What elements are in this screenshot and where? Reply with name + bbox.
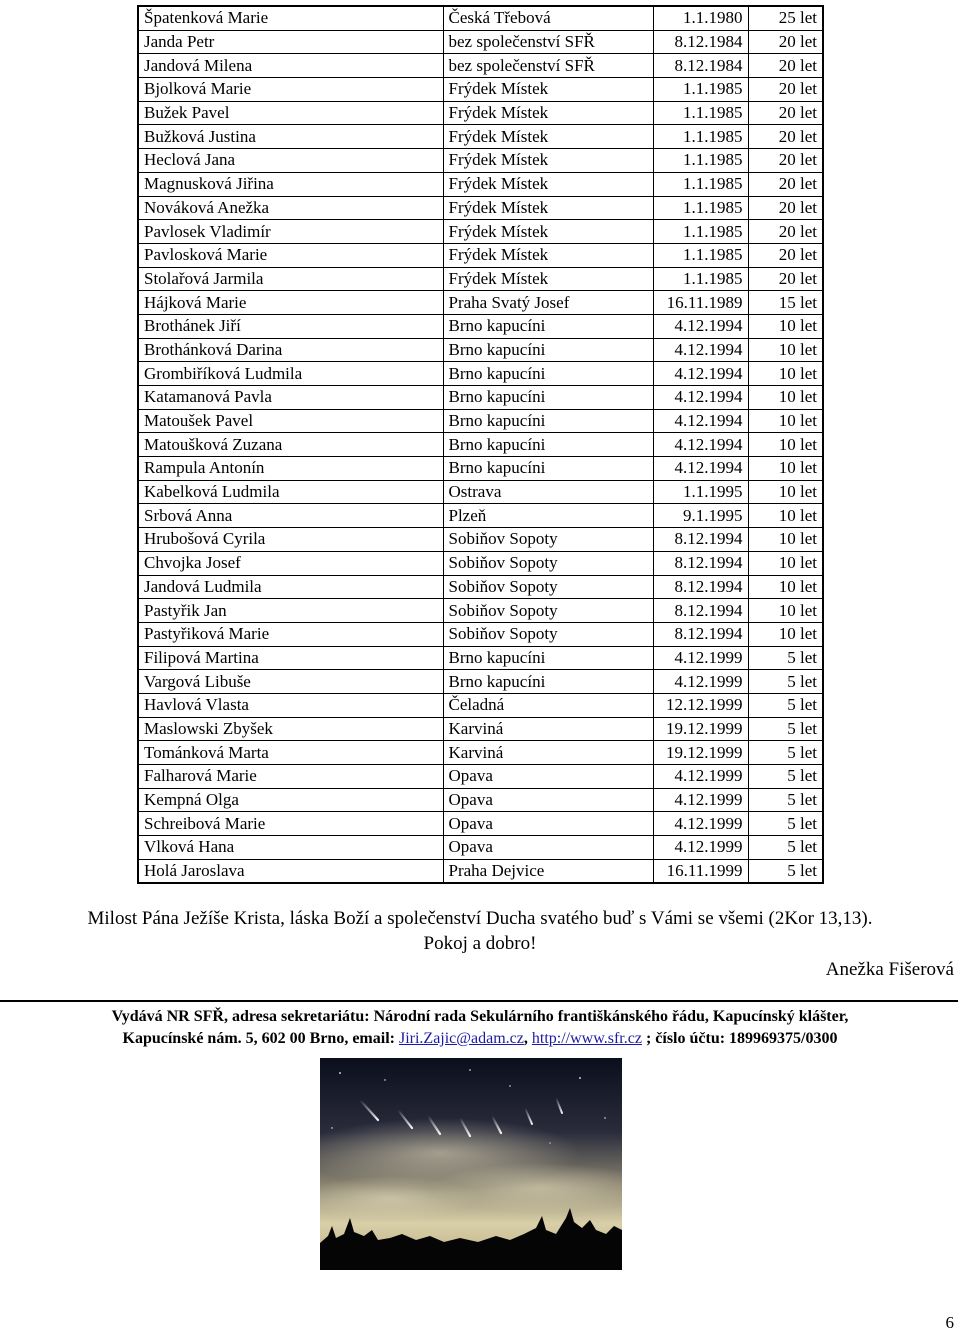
member-name: Havlová Vlasta: [138, 693, 443, 717]
member-community: Opava: [443, 836, 653, 860]
member-name: Matoušková Zuzana: [138, 433, 443, 457]
table-row: [138, 551, 823, 575]
years-of-profession: 10 let: [748, 314, 823, 338]
table-row: [138, 693, 823, 717]
table-row: [138, 149, 823, 173]
publisher-info: Vydává NR SFŘ, adresa sekretariátu: Národní rada Sekulárního františkánského řádu, Kapucínský klášter,: [111, 1008, 849, 1025]
bank-account-text: ; číslo účtu: 189969375/0300: [641, 1030, 838, 1047]
profession-date: 9.1.1995: [653, 504, 748, 528]
years-of-profession: 10 let: [748, 622, 823, 646]
profession-date: 16.11.1989: [653, 291, 748, 315]
member-community: Brno kapucíni: [443, 362, 653, 386]
table-row: [138, 267, 823, 291]
member-name: Holá Jaroslava: [138, 859, 443, 883]
night-sky-comet-photo: [320, 1058, 622, 1270]
years-of-profession: 20 let: [748, 54, 823, 78]
table-row: [138, 362, 823, 386]
member-community: Sobiňov Sopoty: [443, 599, 653, 623]
member-name: Matoušek Pavel: [138, 409, 443, 433]
table-row: [138, 409, 823, 433]
member-community: Brno kapucíni: [443, 386, 653, 410]
profession-date: 4.12.1994: [653, 386, 748, 410]
profession-date: 1.1.1985: [653, 196, 748, 220]
member-community: Sobiňov Sopoty: [443, 575, 653, 599]
member-name: Brothánek Jiří: [138, 314, 443, 338]
profession-date: 4.12.1999: [653, 812, 748, 836]
profession-date: 12.12.1999: [653, 693, 748, 717]
years-of-profession: 10 let: [748, 551, 823, 575]
table-row: [138, 243, 823, 267]
years-of-profession: 5 let: [748, 765, 823, 789]
member-community: Opava: [443, 812, 653, 836]
years-of-profession: 20 let: [748, 125, 823, 149]
profession-date: 1.1.1980: [653, 6, 748, 30]
member-name: Nováková Anežka: [138, 196, 443, 220]
profession-date: 8.12.1984: [653, 30, 748, 54]
member-name: Tománková Marta: [138, 741, 443, 765]
table-row: [138, 291, 823, 315]
member-community: Frýdek Místek: [443, 267, 653, 291]
table-row: [138, 54, 823, 78]
profession-date: 4.12.1994: [653, 457, 748, 481]
years-of-profession: 10 let: [748, 338, 823, 362]
member-name: Janda Petr: [138, 30, 443, 54]
member-community: Frýdek Místek: [443, 196, 653, 220]
signature: Anežka Fišerová: [825, 959, 954, 980]
member-name: Kempná Olga: [138, 788, 443, 812]
profession-date: 4.12.1999: [653, 836, 748, 860]
profession-date: 8.12.1994: [653, 599, 748, 623]
years-of-profession: 20 let: [748, 78, 823, 102]
profession-date: 4.12.1994: [653, 362, 748, 386]
table-row: [138, 172, 823, 196]
years-of-profession: 5 let: [748, 812, 823, 836]
profession-date: 1.1.1985: [653, 172, 748, 196]
years-of-profession: 20 let: [748, 101, 823, 125]
years-of-profession: 5 let: [748, 788, 823, 812]
profession-date: 8.12.1994: [653, 622, 748, 646]
member-community: Ostrava: [443, 480, 653, 504]
member-community: Frýdek Místek: [443, 101, 653, 125]
member-community: Frýdek Místek: [443, 172, 653, 196]
member-community: Frýdek Místek: [443, 243, 653, 267]
table-row: [138, 314, 823, 338]
years-of-profession: 5 let: [748, 670, 823, 694]
profession-date: 1.1.1985: [653, 78, 748, 102]
member-community: Brno kapucíni: [443, 670, 653, 694]
table-row: [138, 30, 823, 54]
member-name: Pastyřik Jan: [138, 599, 443, 623]
table-row: [138, 386, 823, 410]
member-community: Praha Svatý Josef: [443, 291, 653, 315]
member-community: Brno kapucíni: [443, 409, 653, 433]
member-name: Filipová Martina: [138, 646, 443, 670]
years-of-profession: 10 let: [748, 528, 823, 552]
profession-date: 16.11.1999: [653, 859, 748, 883]
member-community: Sobiňov Sopoty: [443, 622, 653, 646]
member-name: Rampula Antonín: [138, 457, 443, 481]
member-name: Vlková Hana: [138, 836, 443, 860]
member-community: bez společenství SFŘ: [443, 30, 653, 54]
years-of-profession: 10 let: [748, 599, 823, 623]
member-community: Sobiňov Sopoty: [443, 551, 653, 575]
years-of-profession: 10 let: [748, 433, 823, 457]
member-community: Frýdek Místek: [443, 220, 653, 244]
members-table: [137, 5, 824, 884]
years-of-profession: 20 let: [748, 149, 823, 173]
table-row: [138, 812, 823, 836]
years-of-profession: 5 let: [748, 717, 823, 741]
table-row: [138, 78, 823, 102]
years-of-profession: 10 let: [748, 575, 823, 599]
table-row: [138, 6, 823, 30]
member-name: Bjolková Marie: [138, 78, 443, 102]
profession-date: 8.12.1984: [653, 54, 748, 78]
years-of-profession: 10 let: [748, 480, 823, 504]
member-community: Opava: [443, 788, 653, 812]
table-row: [138, 717, 823, 741]
profession-date: 1.1.1985: [653, 267, 748, 291]
years-of-profession: 5 let: [748, 859, 823, 883]
member-name: Heclová Jana: [138, 149, 443, 173]
member-community: bez společenství SFŘ: [443, 54, 653, 78]
member-name: Jandová Milena: [138, 54, 443, 78]
member-name: Pavlosek Vladimír: [138, 220, 443, 244]
contact-info: [0, 1028, 960, 1050]
website-link[interactable]: http://www.sfr.cz: [531, 1030, 642, 1047]
footer-divider: [0, 1000, 958, 1002]
member-name: Brothánková Darina: [138, 338, 443, 362]
years-of-profession: 5 let: [748, 693, 823, 717]
member-name: Srbová Anna: [138, 504, 443, 528]
member-name: Hrubošová Cyrila: [138, 528, 443, 552]
member-name: Chvojka Josef: [138, 551, 443, 575]
member-community: Karviná: [443, 717, 653, 741]
table-row: [138, 646, 823, 670]
years-of-profession: 10 let: [748, 409, 823, 433]
member-name: Bužková Justina: [138, 125, 443, 149]
member-name: Bužek Pavel: [138, 101, 443, 125]
member-name: Schreibová Marie: [138, 812, 443, 836]
profession-date: 4.12.1999: [653, 646, 748, 670]
profession-date: 8.12.1994: [653, 575, 748, 599]
member-community: Česká Třebová: [443, 6, 653, 30]
profession-date: 1.1.1985: [653, 243, 748, 267]
link-separator: ,: [523, 1030, 532, 1047]
years-of-profession: 10 let: [748, 504, 823, 528]
member-name: Vargová Libuše: [138, 670, 443, 694]
member-name: Falharová Marie: [138, 765, 443, 789]
profession-date: 4.12.1994: [653, 338, 748, 362]
years-of-profession: 20 let: [748, 172, 823, 196]
address-text: Kapucínské nám. 5, 602 00 Brno, email:: [122, 1030, 399, 1047]
member-community: Brno kapucíni: [443, 457, 653, 481]
member-community: Frýdek Místek: [443, 78, 653, 102]
years-of-profession: 20 let: [748, 220, 823, 244]
member-name: Kabelková Ludmila: [138, 480, 443, 504]
years-of-profession: 20 let: [748, 267, 823, 291]
table-row: [138, 101, 823, 125]
years-of-profession: 10 let: [748, 362, 823, 386]
member-name: Magnusková Jiřina: [138, 172, 443, 196]
member-name: Maslowski Zbyšek: [138, 717, 443, 741]
profession-date: 4.12.1994: [653, 314, 748, 338]
member-community: Brno kapucíni: [443, 433, 653, 457]
years-of-profession: 20 let: [748, 30, 823, 54]
member-community: Brno kapucíni: [443, 646, 653, 670]
table-row: [138, 788, 823, 812]
member-community: Brno kapucíni: [443, 314, 653, 338]
table-row: [138, 859, 823, 883]
table-row: [138, 433, 823, 457]
member-name: Pastyřiková Marie: [138, 622, 443, 646]
profession-date: 8.12.1994: [653, 528, 748, 552]
years-of-profession: 5 let: [748, 741, 823, 765]
table-row: [138, 765, 823, 789]
table-row: [138, 575, 823, 599]
profession-date: 4.12.1999: [653, 765, 748, 789]
profession-date: 19.12.1999: [653, 741, 748, 765]
profession-date: 1.1.1985: [653, 125, 748, 149]
years-of-profession: 5 let: [748, 836, 823, 860]
member-community: Sobiňov Sopoty: [443, 528, 653, 552]
profession-date: 1.1.1995: [653, 480, 748, 504]
table-row: [138, 125, 823, 149]
table-row: [138, 504, 823, 528]
profession-date: 1.1.1985: [653, 101, 748, 125]
profession-date: 4.12.1999: [653, 670, 748, 694]
member-community: Frýdek Místek: [443, 149, 653, 173]
member-community: Čeladná: [443, 693, 653, 717]
members-table-body: [138, 6, 823, 883]
table-row: [138, 836, 823, 860]
table-row: [138, 528, 823, 552]
profession-date: 4.12.1994: [653, 433, 748, 457]
years-of-profession: 10 let: [748, 386, 823, 410]
table-row: [138, 599, 823, 623]
years-of-profession: 10 let: [748, 457, 823, 481]
table-row: [138, 338, 823, 362]
table-row: [138, 480, 823, 504]
table-row: [138, 457, 823, 481]
member-name: Pavlosková Marie: [138, 243, 443, 267]
member-community: Frýdek Místek: [443, 125, 653, 149]
member-community: Plzeň: [443, 504, 653, 528]
table-row: [138, 741, 823, 765]
table-row: [138, 196, 823, 220]
years-of-profession: 20 let: [748, 196, 823, 220]
member-name: Grombiříková Ludmila: [138, 362, 443, 386]
member-community: Praha Dejvice: [443, 859, 653, 883]
email-link[interactable]: Jiri.Zajic@adam.cz: [398, 1030, 524, 1047]
member-community: Brno kapucíni: [443, 338, 653, 362]
profession-date: 19.12.1999: [653, 717, 748, 741]
profession-date: 8.12.1994: [653, 551, 748, 575]
page-number: 6: [945, 1313, 954, 1332]
profession-date: 1.1.1985: [653, 220, 748, 244]
profession-date: 4.12.1999: [653, 788, 748, 812]
table-row: [138, 220, 823, 244]
member-name: Katamanová Pavla: [138, 386, 443, 410]
member-community: Karviná: [443, 741, 653, 765]
profession-date: 4.12.1994: [653, 409, 748, 433]
member-name: Špatenková Marie: [138, 6, 443, 30]
blessing-text: Milost Pána Ježíše Krista, láska Boží a společenství Ducha svatého buď s Vámi se všemi (2Kor 13,13).: [87, 908, 873, 929]
member-name: Stolařová Jarmila: [138, 267, 443, 291]
years-of-profession: 15 let: [748, 291, 823, 315]
years-of-profession: 25 let: [748, 6, 823, 30]
table-row: [138, 622, 823, 646]
table-row: [138, 670, 823, 694]
years-of-profession: 5 let: [748, 646, 823, 670]
years-of-profession: 20 let: [748, 243, 823, 267]
profession-date: 1.1.1985: [653, 149, 748, 173]
greeting-text: Pokoj a dobro!: [423, 933, 537, 954]
member-name: Jandová Ludmila: [138, 575, 443, 599]
member-community: Opava: [443, 765, 653, 789]
member-name: Hájková Marie: [138, 291, 443, 315]
